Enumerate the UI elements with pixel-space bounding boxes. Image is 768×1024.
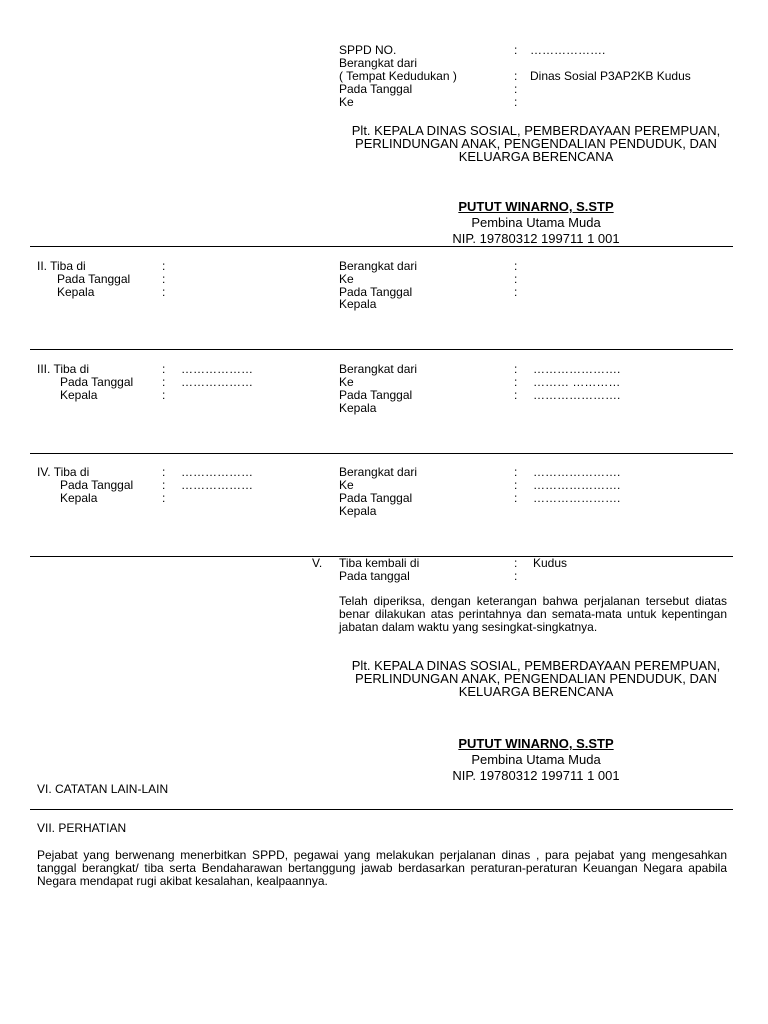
field-colon: :: [162, 285, 166, 299]
field-colon: :: [514, 259, 518, 273]
field-label: Pada Tanggal: [57, 272, 131, 286]
divider-line: [30, 246, 733, 247]
signer-name: PUTUT WINARNO, S.STP: [458, 199, 614, 214]
departure-place-value: Dinas Sosial P3AP2KB Kudus: [530, 69, 691, 83]
header-label: Pada Tanggal: [339, 82, 413, 96]
field-colon: :: [162, 388, 166, 402]
field-label: Kepala: [57, 285, 95, 299]
signer-nip: NIP. 19780312 199711 1 001: [452, 231, 620, 246]
notice-text: Pejabat yang berwenang menerbitkan SPPD, pegawai yang melakukan perjalanan dinas , para pejabat yang mengesahkan tanggal berangkat/ tiba serta Bendaharawan bertanggung jawab berdasarkan peraturan-peraturan Keuangan Negara apabila Negara mendapat rugi akibat kesalahan, kealpaannya.: [37, 848, 727, 888]
field-label: Kepala: [339, 504, 377, 518]
divider-line: [30, 453, 733, 454]
field-label: Pada Tanggal: [60, 478, 134, 492]
field-label: Pada Tanggal: [339, 491, 413, 505]
field-value: ………………: [181, 465, 253, 479]
sppd-number-value: ……………….: [530, 43, 606, 57]
official-title-line: Plt. KEPALA DINAS SOSIAL, PEMBERDAYAAN PEREMPUAN,: [351, 123, 721, 138]
field-value: ………………: [181, 375, 253, 389]
field-colon: :: [514, 272, 518, 286]
field-label: Ke: [339, 478, 354, 492]
header-colon: :: [514, 95, 518, 109]
header-colon: :: [514, 69, 518, 83]
field-label: Pada Tanggal: [60, 375, 134, 389]
field-colon: :: [514, 478, 518, 492]
field-colon: :: [514, 285, 518, 299]
section-7-title: VII. PERHATIAN: [37, 821, 127, 835]
field-colon: :: [162, 491, 166, 505]
official-title-line: KELUARGA BERENCANA: [458, 684, 614, 699]
field-colon: :: [514, 465, 518, 479]
field-value: ………………….: [533, 362, 621, 376]
signer-nip: NIP. 19780312 199711 1 001: [452, 768, 620, 783]
return-place-value: Kudus: [533, 556, 568, 570]
field-colon: :: [514, 375, 518, 389]
field-label: Ke: [339, 272, 354, 286]
field-colon: :: [162, 375, 166, 389]
field-label: Pada tanggal: [339, 569, 410, 583]
verification-statement: Telah diperiksa, dengan keterangan bahwa perjalanan tersebut diatas benar dilakukan atas perintahnya dan semata-mata untuk kepentingan jabatan dalam waktu yang sesingkat-singkatnya.: [339, 594, 727, 634]
field-label: Kepala: [60, 388, 98, 402]
signer-rank: Pembina Utama Muda: [471, 215, 601, 230]
field-label: Pada Tanggal: [339, 388, 413, 402]
field-colon: :: [162, 362, 166, 376]
divider-line: [30, 349, 733, 350]
field-label: Kepala: [60, 491, 98, 505]
header-label: Berangkat dari: [339, 56, 418, 70]
field-colon: :: [162, 478, 166, 492]
field-label: Tiba kembali di: [339, 556, 420, 570]
header-label: Ke: [339, 95, 354, 109]
field-label: Kepala: [339, 297, 377, 311]
field-label: III. Tiba di: [37, 362, 90, 376]
field-value: ………………….: [533, 388, 621, 402]
field-label: IV. Tiba di: [37, 465, 90, 479]
field-label: Kepala: [339, 401, 377, 415]
field-value: ………………….: [533, 478, 621, 492]
header-colon: :: [514, 43, 518, 57]
field-colon: :: [514, 388, 518, 402]
official-title-line: PERLINDUNGAN ANAK, PENGENDALIAN PENDUDUK, DAN: [355, 671, 717, 686]
field-label: Berangkat dari: [339, 362, 418, 376]
header-label: SPPD NO.: [339, 43, 397, 57]
header-colon: :: [514, 82, 518, 96]
section-6-title: VI. CATATAN LAIN-LAIN: [37, 782, 169, 796]
field-colon: :: [162, 272, 166, 286]
section-number: V.: [312, 556, 323, 570]
field-colon: :: [514, 491, 518, 505]
field-value: ……… …………: [533, 375, 621, 389]
field-label: Pada Tanggal: [339, 285, 413, 299]
official-title-line: PERLINDUNGAN ANAK, PENGENDALIAN PENDUDUK, DAN: [355, 136, 717, 151]
field-colon: :: [514, 556, 518, 570]
field-value: ………………….: [533, 491, 621, 505]
header-label: ( Tempat Kedudukan ): [339, 69, 457, 83]
signer-rank: Pembina Utama Muda: [471, 752, 601, 767]
field-label: Berangkat dari: [339, 465, 418, 479]
official-title-line: Plt. KEPALA DINAS SOSIAL, PEMBERDAYAAN PEREMPUAN,: [351, 658, 721, 673]
field-label: Berangkat dari: [339, 259, 418, 273]
field-value: ………………: [181, 478, 253, 492]
divider-line: [30, 809, 733, 810]
field-colon: :: [162, 465, 166, 479]
field-colon: :: [514, 362, 518, 376]
field-colon: :: [162, 259, 166, 273]
field-colon: :: [514, 569, 518, 583]
field-label: Ke: [339, 375, 354, 389]
field-label: II. Tiba di: [37, 259, 86, 273]
signer-name: PUTUT WINARNO, S.STP: [458, 736, 614, 751]
official-title-line: KELUARGA BERENCANA: [458, 149, 614, 164]
field-value: ………………….: [533, 465, 621, 479]
field-value: ………………: [181, 362, 253, 376]
